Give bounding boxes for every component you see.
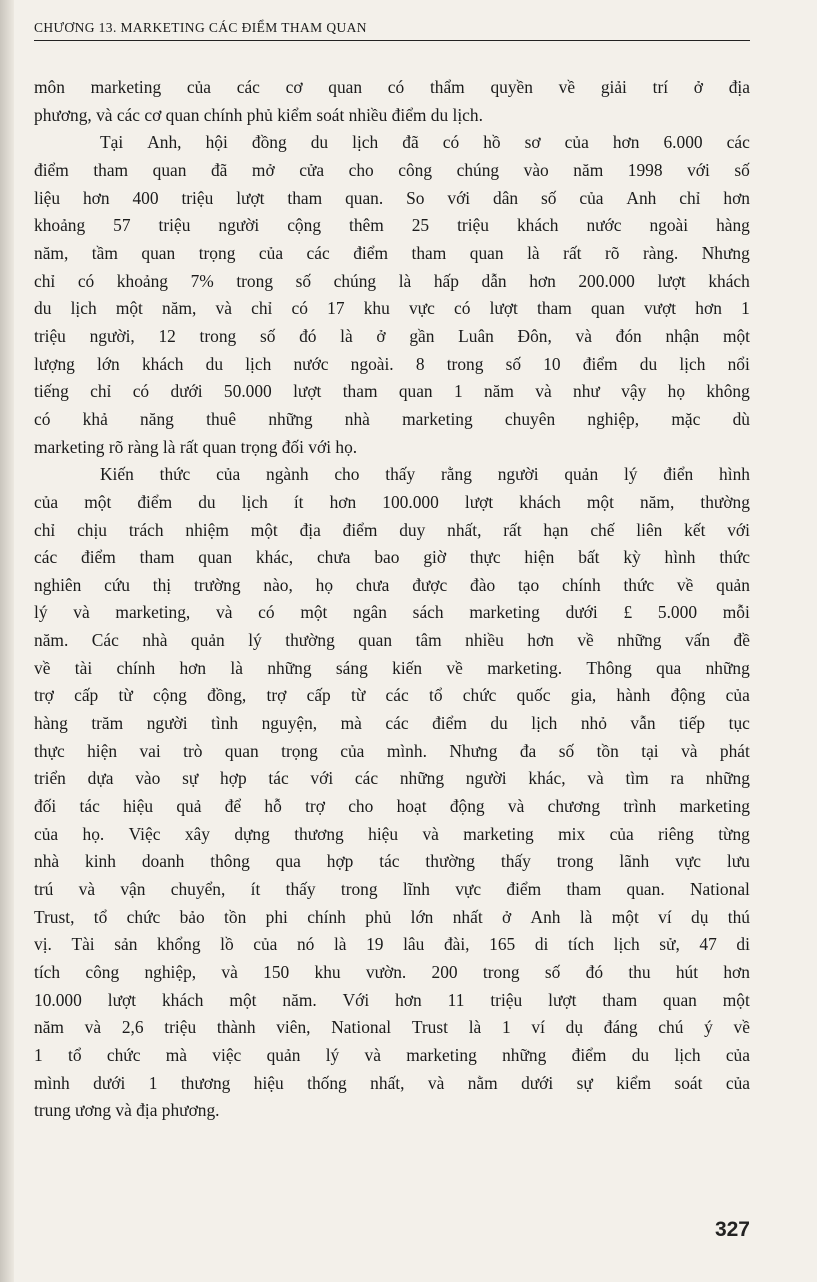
body-line: thực hiện vai trò quan trọng của mình. Nhưng đa số tồn tại và phát	[34, 740, 750, 761]
body-line: chỉ chịu trách nhiệm một địa điểm duy nhất, rất hạn chế liên kết với	[34, 519, 750, 540]
body-line: năm và 2,6 triệu thành viên, National Trust là 1 ví dụ đáng chú ý về	[34, 1017, 750, 1038]
body-line: phương, và các cơ quan chính phủ kiểm soát nhiều điểm du lịch.	[34, 104, 483, 125]
body-line: trợ cấp từ cộng đồng, trợ cấp từ các tổ chức quốc gia, hành động của	[34, 685, 750, 706]
page-binding-edge	[0, 0, 14, 1282]
body-line: triển dựa vào sự hợp tác với các những người khác, và tìm ra những	[34, 768, 750, 789]
body-text	[34, 74, 750, 1125]
body-line: du lịch một năm, và chỉ có 17 khu vực có lượt tham quan vượt hơn 1	[34, 298, 750, 319]
body-line: đối tác hiệu quả để hỗ trợ cho hoạt động và chương trình marketing	[34, 796, 750, 817]
body-line: các điểm tham quan khác, chưa bao giờ thực hiện bất kỳ hình thức	[34, 547, 750, 568]
body-line: của một điểm du lịch ít hơn 100.000 lượt khách một năm, thường	[34, 491, 750, 512]
body-line: hàng trăm người tình nguyện, mà các điểm du lịch nhỏ vẫn tiếp tục	[34, 713, 750, 734]
body-line: chỉ có khoảng 7% trong số chúng là hấp dẫn hơn 200.000 lượt khách	[34, 270, 750, 291]
body-line: Trust, tổ chức bảo tồn phi chính phủ lớn nhất ở Anh là một ví dụ thú	[34, 906, 750, 927]
body-line: vị. Tài sản khổng lồ của nó là 19 lâu đài, 165 di tích lịch sử, 47 di	[34, 934, 750, 955]
body-line: nhà kinh doanh thông qua hợp tác thường thấy trong lãnh vực lưu	[34, 851, 750, 872]
body-line: năm, tầm quan trọng của các điểm tham quan là rất rõ ràng. Nhưng	[34, 242, 750, 263]
body-line: mình dưới 1 thương hiệu thống nhất, và nằm dưới sự kiểm soát của	[34, 1072, 750, 1093]
body-line: của họ. Việc xây dựng thương hiệu và marketing mix của riêng từng	[34, 823, 750, 844]
body-line: nghiên cứu thị trường nào, họ chưa được đào tạo chính thức về quản	[34, 574, 750, 595]
body-line: có khả năng thuê những nhà marketing chuyên nghiệp, mặc dù	[34, 408, 750, 429]
body-line: về tài chính hơn là những sáng kiến về marketing. Thông qua những	[34, 657, 750, 678]
body-line: trú và vận chuyển, ít thấy trong lĩnh vực điểm tham quan. National	[34, 879, 750, 900]
body-line: 1 tổ chức mà việc quản lý và marketing những điểm du lịch của	[34, 1044, 750, 1065]
body-line: năm. Các nhà quản lý thường quan tâm nhiều hơn về những vấn đề	[34, 630, 750, 651]
body-line: Tại Anh, hội đồng du lịch đã có hồ sơ của hơn 6.000 các	[100, 132, 750, 153]
body-line: tích công nghiệp, và 150 khu vườn. 200 trong số đó thu hút hơn	[34, 962, 750, 982]
body-line: điểm tham quan đã mở cửa cho công chúng vào năm 1998 với số	[34, 159, 750, 180]
body-line: lượng lớn khách du lịch nước ngoài. 8 trong số 10 điểm du lịch nổi	[34, 353, 750, 374]
body-line: marketing rõ ràng là rất quan trọng đối với họ.	[34, 436, 358, 457]
body-line: khoảng 57 triệu người cộng thêm 25 triệu khách nước ngoài hàng	[34, 215, 750, 236]
page-number: 327	[714, 1218, 750, 1241]
chapter-header: CHƯƠNG 13. MARKETING CÁC ĐIỂM THAM QUAN	[34, 20, 750, 41]
body-line: 10.000 lượt khách một năm. Với hơn 11 triệu lượt tham quan một	[34, 989, 750, 1010]
body-line: tiếng chỉ có dưới 50.000 lượt tham quan 1 năm và như vậy họ không	[34, 381, 750, 402]
body-line: triệu người, 12 trong số đó là ở gần Luân Đôn, và đón nhận một	[34, 325, 750, 346]
body-line: môn marketing của các cơ quan có thẩm quyền về giải trí ở địa	[34, 77, 750, 97]
body-line: lý và marketing, và có một ngân sách marketing dưới £ 5.000 mỗi	[34, 602, 750, 623]
body-line: Kiến thức của ngành cho thấy rằng người quản lý điển hình	[100, 464, 750, 485]
body-line: liệu hơn 400 triệu lượt tham quan. So với dân số của Anh chỉ hơn	[34, 187, 750, 208]
body-line: trung ương và địa phương.	[34, 1100, 220, 1121]
